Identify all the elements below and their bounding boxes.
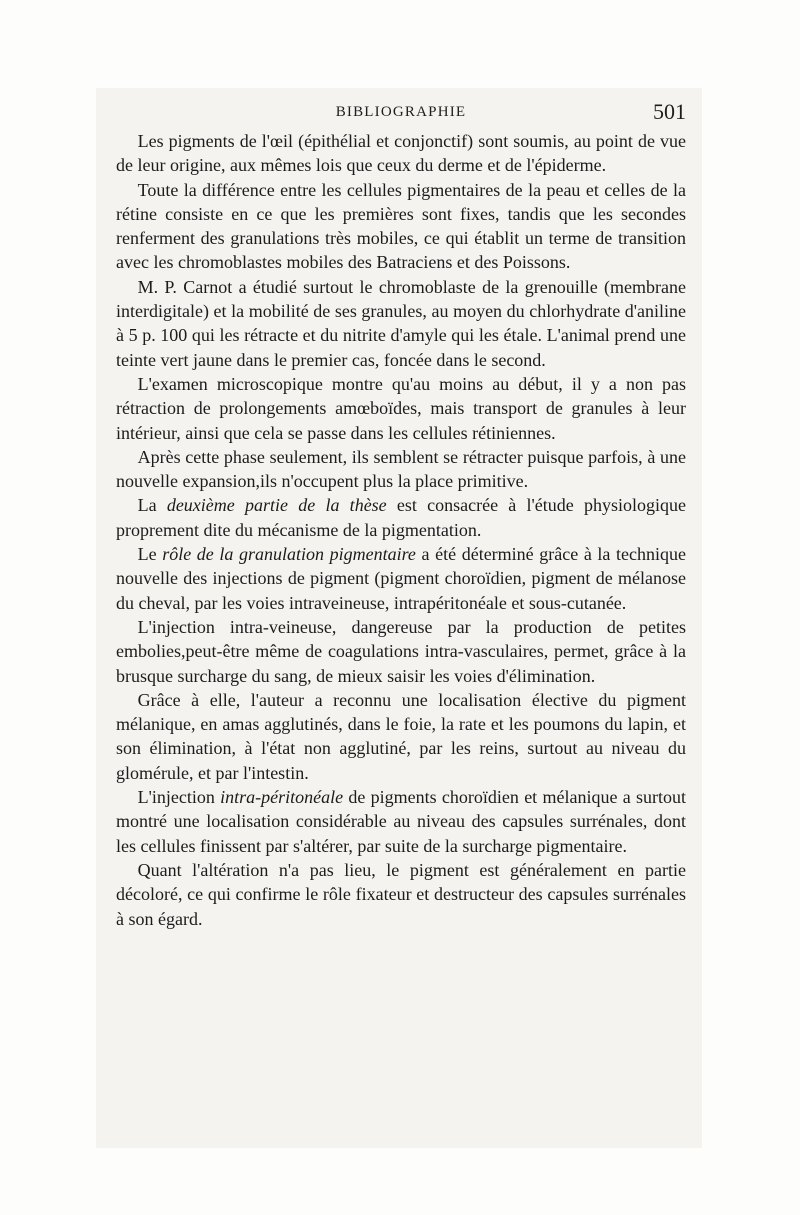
paragraph-text: Quant l'altération n'a pas lieu, le pigment est généralement en partie décoloré, ce qui confirme le rôle fixateur et destructeur des capsules surrénales à son égard. [116, 859, 686, 929]
paragraph [116, 178, 686, 275]
paragraph-text: L'injection intra-veineuse, dangereuse par la production de petites embolies,peut-être même de coagulations intra-vasculaires, permet, grâce à la brusque surcharge du sang, de mieux saisir les voies d'élimination. [116, 616, 686, 686]
paragraph-text: La [137, 495, 167, 516]
paragraph-text: a été déterminé grâce à la technique nouvelle des injections de pigment (pigment choroïdien, pigment de mélanose du cheval, par les voies intraveineuse, intrapéritonéale et sous-cutanée. [116, 544, 686, 613]
paragraph-text: Grâce à elle, l'auteur a reconnu une localisation élective du pigment mélanique, en amas agglutinés, dans le foie, la rate et les poumons du lapin, et son élimination, à l'état non agglutiné, par les reins, surtout au niveau du glomérule, et par l'intestin. [116, 689, 686, 783]
page-number: 501 [653, 99, 686, 124]
paragraph-text: L'injection [137, 787, 221, 808]
paragraph-text: Les pigments de l'œil (épithélial et conjonctif) sont soumis, au point de vue de leur origine, aux mêmes lois que ceux du derme et de l'épiderme. [116, 131, 686, 176]
paragraph [116, 445, 686, 494]
paragraph-text: Le [137, 544, 163, 565]
running-head: BIBLIOGRAPHIE [335, 104, 467, 120]
paragraph [116, 275, 686, 372]
italic-phrase: rôle de la granulation pigmentaire [162, 544, 416, 565]
paragraph [116, 615, 686, 688]
paragraph [116, 372, 686, 445]
paragraph [116, 785, 686, 858]
paragraph-text: L'examen microscopique montre qu'au moins au début, il y a non pas rétraction de prolongements amœboïdes, mais transport de granules à leur intérieur, ainsi que cela se passe dans les cellules rétiniennes. [116, 373, 686, 443]
paragraph [116, 542, 686, 615]
paragraph [116, 858, 686, 931]
italic-phrase: deuxième partie de la thèse [166, 495, 387, 516]
paragraph-text: M. P. Carnot a étudié surtout le chromoblaste de la grenouille (membrane interdigitale) et la mobilité de ses granules, au moyen du chlorhydrate d'aniline à 5 p. 100 qui les rétracte et du nitrite d'amyle qui les étale. L'animal prend une teinte vert jaune dans le premier cas, foncée dans le second. [116, 276, 686, 370]
paragraph-text: Toute la différence entre les cellules pigmentaires de la peau et celles de la rétine consiste en ce que les premières sont fixes, tandis que les secondes renferment des granulations très mobiles, ce qui établit un terme de transition avec les chromoblastes mobiles des Batraciens et des Poissons. [116, 179, 686, 273]
paragraph-text: Après cette phase seulement, ils semblent se rétracter puisque parfois, à une nouvelle expansion,ils n'occupent plus la place primitive. [116, 446, 686, 492]
page-header [116, 99, 686, 127]
body-text [116, 129, 686, 931]
paragraph [116, 129, 686, 178]
paragraph [116, 493, 686, 542]
paragraph-text: de pigments choroïdien et mélanique a surtout montré une localisation considérable au niveau des capsules surrénales, dont les cellules finissent par s'altérer, par suite de la surcharge pigmentaire. [116, 787, 686, 856]
paragraph-text: est consacrée à l'étude physiologique proprement dite du mécanisme de la pigmentation. [116, 495, 686, 540]
paragraph [116, 688, 686, 785]
italic-phrase: intra-péritonéale [220, 787, 344, 808]
